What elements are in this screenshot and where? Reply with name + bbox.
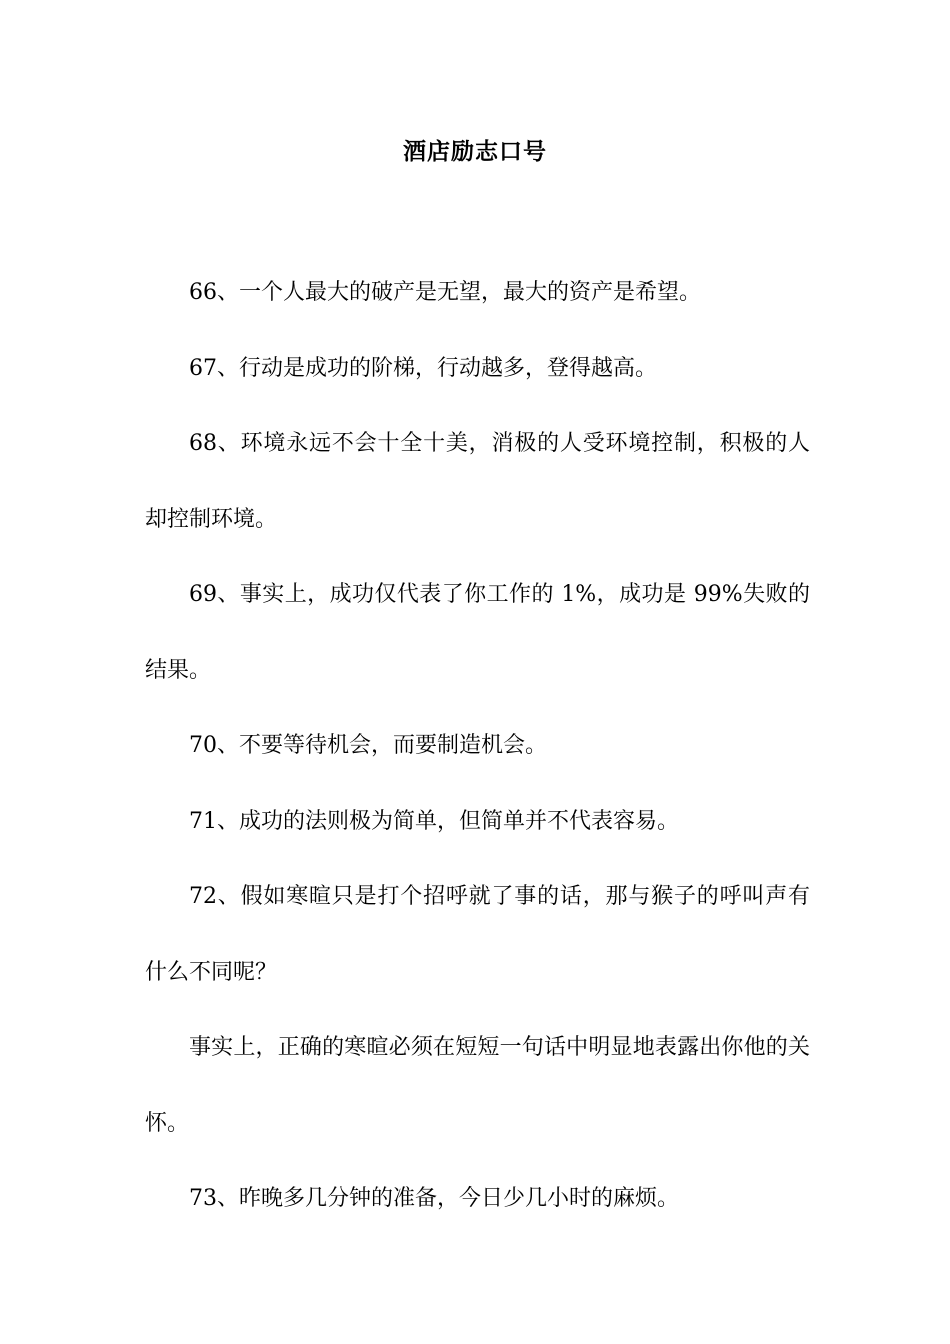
paragraph-67: 67、行动是成功的阶梯，行动越多，登得越高。 (189, 355, 657, 381)
paragraph-70: 70、不要等待机会，而要制造机会。 (189, 733, 547, 758)
paragraph-71: 71、成功的法则极为简单，但简单并不代表容易。 (189, 808, 679, 834)
paragraph-72-continued: 事实上，正确的寒暄必须在短短一句话中明显地表露出你他的关怀。 (145, 1035, 810, 1136)
document-body (145, 255, 810, 1237)
paragraph-72: 72、假如寒暄只是打个招呼就了事的话，那与猴子的呼叫声有什么不同呢？ (145, 884, 810, 985)
paragraph-68: 68、环境永远不会十全十美，消极的人受环境控制，积极的人却控制环境。 (145, 431, 810, 532)
document-title: 酒店励志口号 (403, 138, 547, 165)
paragraph-73: 73、昨晚多几分钟的准备，今日少几小时的麻烦。 (189, 1186, 679, 1211)
paragraph-69: 69、事实上，成功仅代表了你工作的 1%，成功是 99%失败的结果。 (145, 582, 810, 683)
paragraph-66: 66、一个人最大的破产是无望，最大的资产是希望。 (189, 280, 701, 305)
